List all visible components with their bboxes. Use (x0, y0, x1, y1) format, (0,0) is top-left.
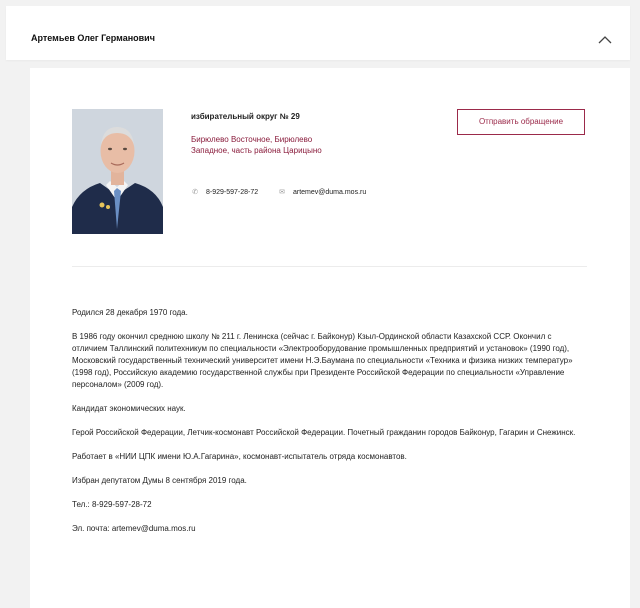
email-contact[interactable] (278, 188, 366, 196)
phone-icon: ✆ (192, 189, 198, 196)
bio-email: Эл. почта: artemev@duma.mos.ru (72, 524, 196, 533)
deputy-name: Артемьев Олег Германович (31, 33, 155, 43)
send-appeal-button[interactable]: Отправить обращение (457, 109, 585, 135)
bio-paragraph: Кандидат экономических наук. (72, 404, 186, 413)
bio-phone: Тел.: 8-929-597-28-72 (72, 500, 152, 509)
phone-number: 8-929-597-28-72 (206, 188, 259, 196)
electoral-district: избирательный округ № 29 (191, 112, 300, 121)
email-address: artemev@duma.mos.ru (293, 188, 367, 196)
bio-paragraph: Герой Российской Федерации, Летчик-космонавт Российской Федерации. Почетный гражданин городов Байконур, Гагарин и Снежинск. (72, 428, 576, 437)
mail-icon: ✉ (279, 189, 285, 196)
bio-paragraph: Избран депутатом Думы 8 сентября 2019 года. (72, 476, 247, 485)
bio-paragraph: Работает в «НИИ ЦПК имени Ю.А.Гагарина», космонавт-испытатель отряда космонавтов. (72, 452, 407, 461)
divider (72, 266, 587, 267)
bio-paragraph: Родился 28 декабря 1970 года. (72, 308, 188, 317)
district-areas: Бирюлево Восточное, Бирюлево Западное, часть района Царицыно (191, 135, 322, 155)
deputy-header[interactable] (6, 6, 630, 60)
biography (72, 307, 587, 547)
deputy-photo (72, 109, 163, 234)
bio-paragraph: В 1986 году окончил среднюю школу № 211 г. Ленинска (сейчас г. Байконур) Кзыл-Ординской области Казахской ССР. Окончил с отличием Таллинский политехникум по специальности «Электрооборудование промышленных предприятий и установок» (1990 год), Московский государственный технический университет имени Н.Э.Баумана по специальности «Техника и физика низких температур» (1998 год), Российскую академию государственной службы при Президенте Российской Федерации по специальности «Управление персоналом» (2009 год). (72, 332, 573, 389)
deputy-card (30, 68, 630, 608)
chevron-up-icon[interactable] (598, 32, 612, 42)
phone-contact[interactable] (191, 188, 258, 196)
